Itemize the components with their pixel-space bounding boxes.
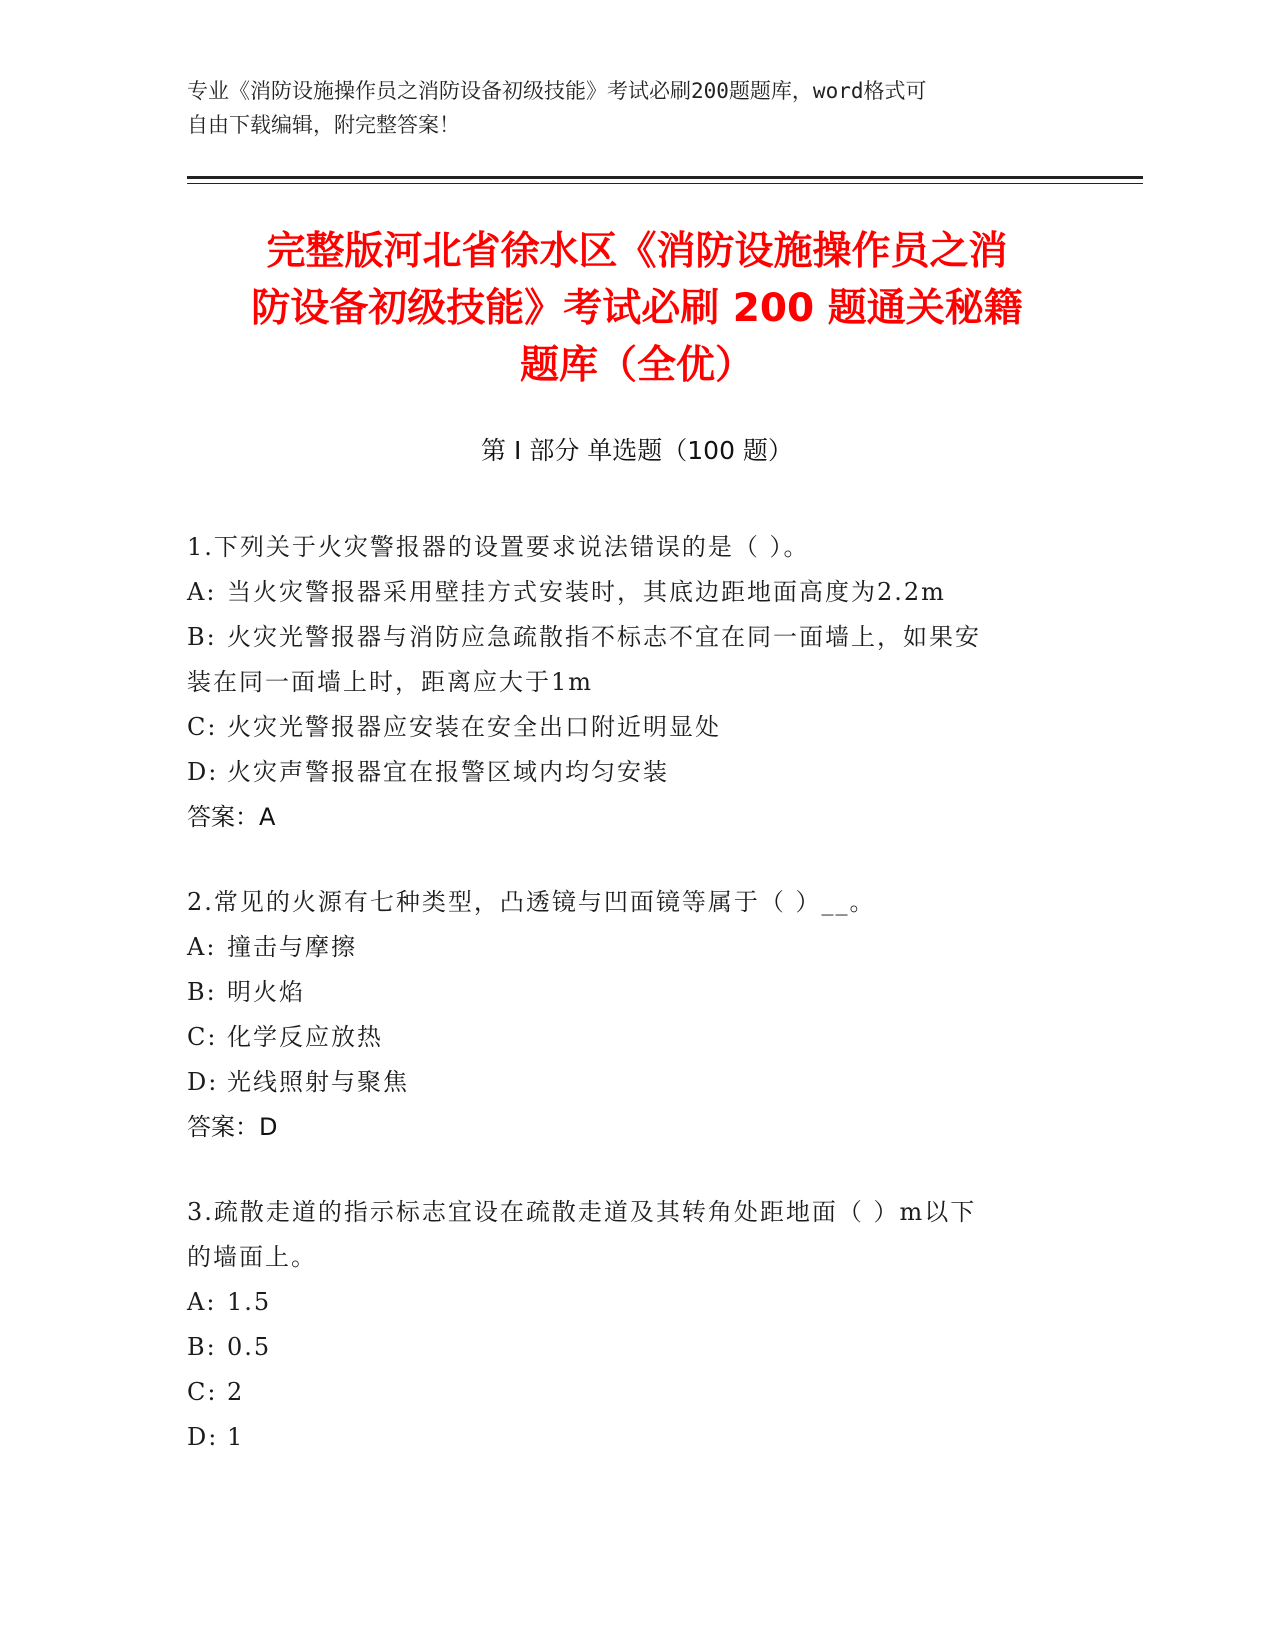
option-line	[187, 615, 1067, 660]
option-line	[187, 750, 1067, 795]
option-line	[187, 1415, 1067, 1460]
option-key: C:	[187, 713, 218, 741]
option-line	[187, 660, 1067, 705]
document-title-line-1: 完整版河北省徐水区《消防设施操作员之消	[266, 229, 1008, 274]
header-divider-thick	[187, 176, 1143, 179]
option-key: D:	[187, 1423, 219, 1451]
question-stem: 3.疏散走道的指示标志宜设在疏散走道及其转角处距地面（ ）m以下	[187, 1198, 977, 1226]
option-line	[187, 970, 1067, 1015]
document-title	[187, 223, 1087, 394]
option-key: C:	[187, 1023, 218, 1051]
option-key: C:	[187, 1378, 218, 1406]
question-stem: 的墙面上。	[187, 1243, 317, 1271]
option-line	[187, 1060, 1067, 1105]
answer-text: 答案：A	[187, 803, 276, 831]
section-title: 第 I 部分 单选题（100 题）	[481, 436, 793, 465]
option-text: 明火焰	[227, 978, 305, 1006]
option-key: A:	[187, 578, 217, 606]
option-text: 1	[227, 1423, 245, 1451]
question-list	[187, 525, 1067, 1500]
option-text: 当火灾警报器采用壁挂方式安装时，其底边距地面高度为2.2m	[227, 578, 946, 606]
option-text: 1.5	[227, 1288, 272, 1316]
option-text: 0.5	[227, 1333, 272, 1361]
header-note-line-1: 专业《消防设施操作员之消防设备初级技能》考试必刷200题题库，word格式可	[187, 79, 927, 103]
option-key: A:	[187, 933, 217, 961]
option-line	[187, 1280, 1067, 1325]
option-line	[187, 1325, 1067, 1370]
option-key: B:	[187, 623, 217, 651]
question-item	[187, 1190, 1067, 1460]
option-line	[187, 925, 1067, 970]
option-text: 火灾声警报器宜在报警区域内均匀安装	[227, 758, 669, 786]
option-key: A:	[187, 1288, 217, 1316]
question-item	[187, 880, 1067, 1150]
document-title-line-2: 防设备初级技能》考试必刷 200 题通关秘籍	[251, 286, 1023, 331]
option-line	[187, 570, 1067, 615]
header-note-line-2: 自由下载编辑，附完整答案！	[187, 113, 460, 137]
option-text: 火灾光警报器应安装在安全出口附近明显处	[227, 713, 721, 741]
question-item	[187, 525, 1067, 840]
question-stem: 1.下列关于火灾警报器的设置要求说法错误的是（ ）。	[187, 533, 810, 561]
document-title-line-3: 题库（全优）	[519, 343, 754, 388]
question-stem: 2.常见的火源有七种类型，凸透镜与凹面镜等属于（ ）__。	[187, 888, 876, 916]
option-key: D:	[187, 758, 219, 786]
option-key: D:	[187, 1068, 219, 1096]
option-text: 撞击与摩擦	[227, 933, 357, 961]
option-key: B:	[187, 978, 217, 1006]
option-line	[187, 1370, 1067, 1415]
option-text: 2	[227, 1378, 245, 1406]
header-note	[187, 74, 1067, 142]
option-key: B:	[187, 1333, 217, 1361]
answer-text: 答案：D	[187, 1113, 278, 1141]
option-text: 光线照射与聚焦	[227, 1068, 409, 1096]
option-line	[187, 1015, 1067, 1060]
option-text: 装在同一面墙上时，距离应大于1m	[187, 668, 594, 696]
header-divider-thin	[187, 183, 1143, 184]
option-text: 化学反应放热	[227, 1023, 383, 1051]
option-text: 火灾光警报器与消防应急疏散指不标志不宜在同一面墙上，如果安	[227, 623, 981, 651]
option-line	[187, 705, 1067, 750]
